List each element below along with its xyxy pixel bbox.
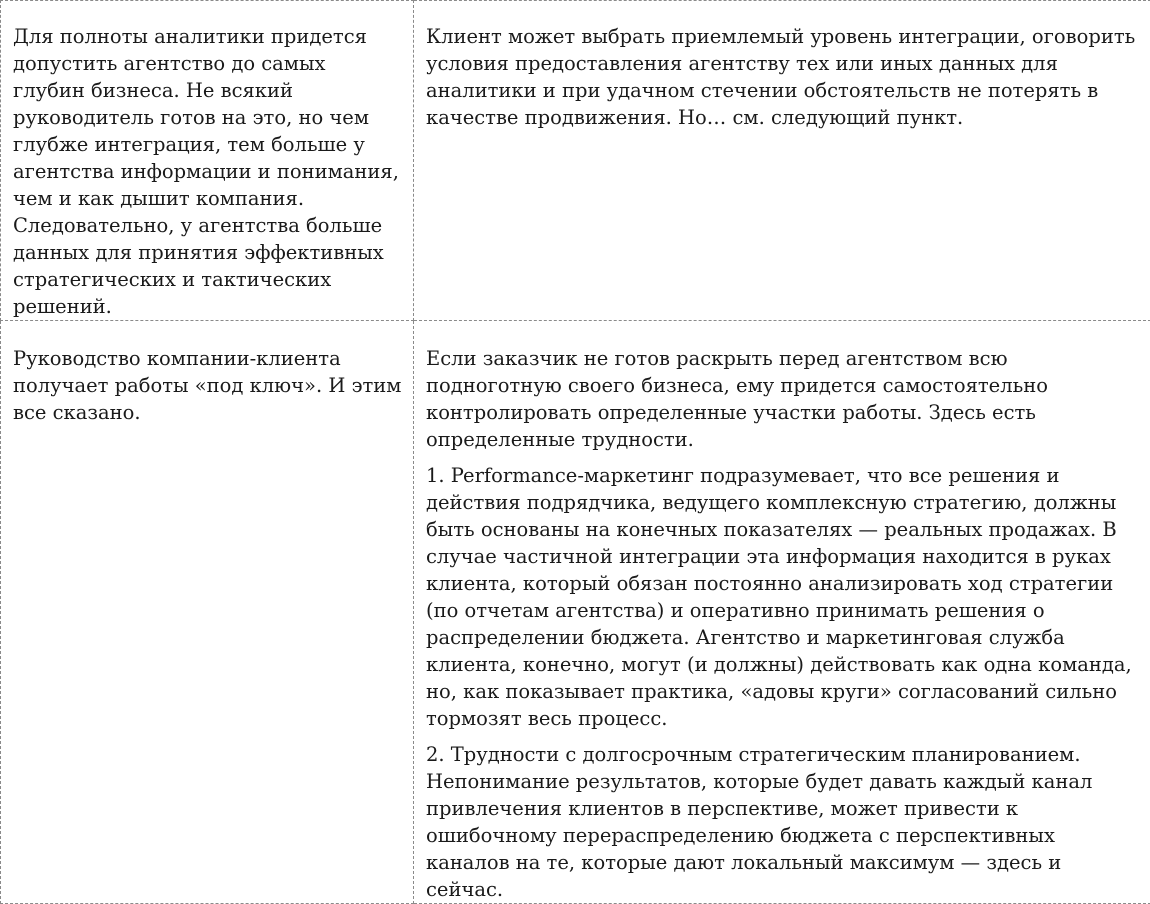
cell-paragraph: 2. Трудности с долгосрочным стратегическим планированием. Непонимание результатов, которые будет давать каждый канал привлечения клиентов в перспективе, может привести к ошибочному перераспределению бюджета с перспективных каналов на те, которые дают локальный максимум — здесь и сейчас. [426,741,1144,903]
table-row [1,321,1150,904]
table-cell-left [1,321,414,904]
table-cell-left [1,1,414,321]
cell-paragraph: Клиент может выбрать приемлемый уровень интеграции, оговорить условия предоставления агентству тех или иных данных для аналитики и при удачном стечении обстоятельств не потерять в качестве продвижения. Но… см. следующий пункт. [426,23,1144,131]
table-row [1,1,1150,321]
cell-paragraph: Руководство компании-клиента получает работы «под ключ». И этим все сказано. [13,345,403,426]
cell-paragraph: Для полноты аналитики придется допустить агентство до самых глубин бизнеса. Не всякий руководитель готов на это, но чем глубже интеграция, тем больше у агентства информации и понимания, чем и как дышит компания. Следовательно, у агентства больше данных для принятия эффективных стратегических и тактических решений. [13,23,403,320]
cell-paragraph: 1. Performance-маркетинг подразумевает, что все решения и действия подрядчика, ведущего комплексную стратегию, должны быть основаны на конечных показателях — реальных продажах. В случае частичной интеграции эта информация находится в руках клиента, который обязан постоянно анализировать ход стратегии (по отчетам агентства) и оперативно принимать решения о распределении бюджета. Агентство и маркетинговая служба клиента, конечно, могут (и должны) действовать как одна команда, но, как показывает практика, «адовы круги» согласований сильно тормозят весь процесс. [426,462,1144,732]
cell-paragraph: Если заказчик не готов раскрыть перед агентством всю подноготную своего бизнеса, ему придется самостоятельно контролировать определенные участки работы. Здесь есть определенные трудности. [426,345,1144,453]
table-cell-right [414,1,1150,321]
table-cell-right [414,321,1150,904]
